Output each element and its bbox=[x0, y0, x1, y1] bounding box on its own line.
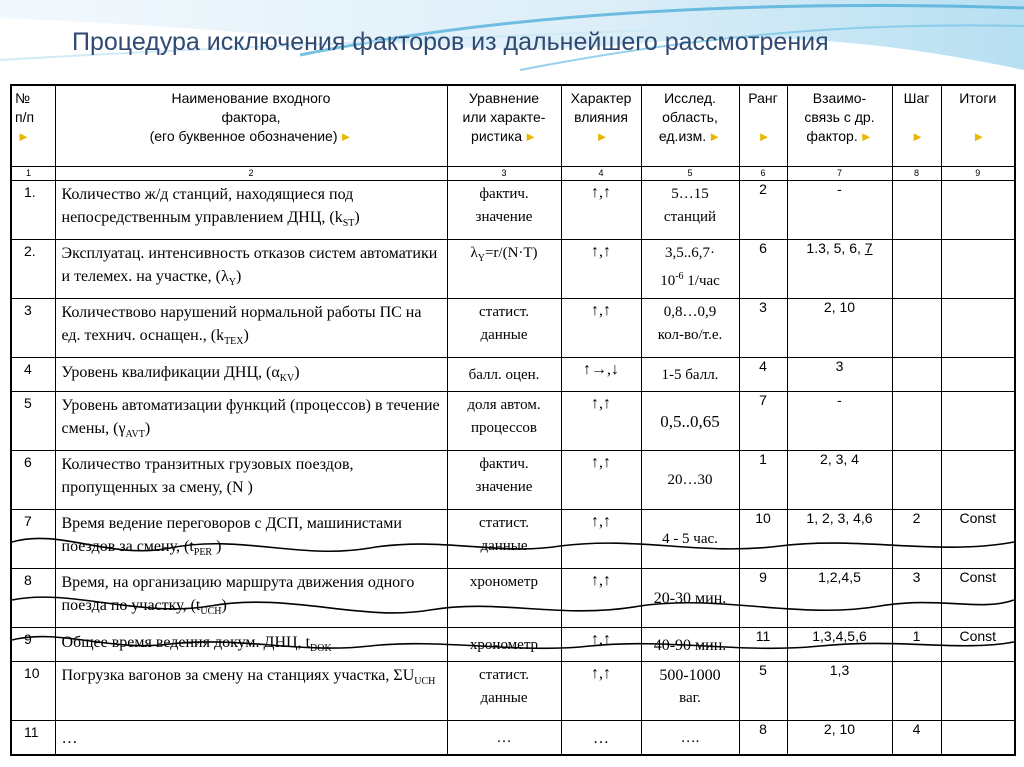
factor-effect: ↑,↑ bbox=[561, 509, 641, 568]
factor-range: …. bbox=[641, 720, 739, 755]
header-equation: Уравнение или характе- ристика ► bbox=[447, 85, 561, 166]
factor-range: 40-90 мин. bbox=[641, 627, 739, 662]
factor-links: 1.3, 5, 6, 7 bbox=[787, 239, 892, 298]
factor-range: 20-30 мин. bbox=[641, 568, 739, 627]
triangle-icon[interactable]: ► bbox=[708, 129, 722, 144]
factor-name: Время ведение переговоров с ДСП, машинистами поездов за смену, ($t_{PER}$ ) bbox=[55, 509, 447, 568]
factor-equation: статист. данные bbox=[447, 662, 561, 721]
factor-links: - bbox=[787, 392, 892, 451]
factor-rank: 3 bbox=[739, 298, 787, 357]
table-row bbox=[11, 298, 1015, 357]
factor-range: 1-5 балл. bbox=[641, 357, 739, 392]
column-number: 2 bbox=[55, 166, 447, 180]
factor-step: 2 bbox=[892, 509, 941, 568]
table-row bbox=[11, 239, 1015, 298]
factor-step bbox=[892, 239, 941, 298]
factor-total bbox=[941, 392, 1015, 451]
factors-table bbox=[10, 84, 1016, 756]
factor-rank: 2 bbox=[739, 180, 787, 239]
factor-step bbox=[892, 450, 941, 509]
triangle-icon[interactable]: ► bbox=[859, 129, 873, 144]
factor-rank: 11 bbox=[739, 627, 787, 662]
factor-name: Уровень автоматизации функций (процессов) в течение смены, $(\gamma_{AVT})$ bbox=[55, 392, 447, 451]
column-number: 7 bbox=[787, 166, 892, 180]
table-row bbox=[11, 509, 1015, 568]
row-number: 6 bbox=[11, 450, 55, 509]
factor-name: Погрузка вагонов за смену на станциях участка, $\Sigma U_{UCH}$ bbox=[55, 662, 447, 721]
header-num: № п/п ► bbox=[11, 85, 55, 166]
row-number: 11 bbox=[11, 720, 55, 755]
factor-effect: ↑,↑ bbox=[561, 662, 641, 721]
factor-links: 3 bbox=[787, 357, 892, 392]
row-number: 4 bbox=[11, 357, 55, 392]
factor-total: Const bbox=[941, 627, 1015, 662]
triangle-icon[interactable]: ► bbox=[17, 129, 30, 144]
triangle-icon[interactable]: ► bbox=[757, 129, 771, 144]
header-name: Наименование входного фактора, (его буквенное обозначение) ► bbox=[55, 85, 447, 166]
table-row bbox=[11, 357, 1015, 392]
factor-effect: ↑,↑ bbox=[561, 239, 641, 298]
factor-equation: $\lambda_Y=r/(N\cdot T)$ bbox=[447, 239, 561, 298]
row-number: 7 bbox=[11, 509, 55, 568]
factor-links: 1, 2, 3, 4,6 bbox=[787, 509, 892, 568]
factor-total bbox=[941, 239, 1015, 298]
factor-effect: ↑,↑ bbox=[561, 450, 641, 509]
header-step: Шаг ► bbox=[892, 85, 941, 166]
table-row bbox=[11, 450, 1015, 509]
column-number: 8 bbox=[892, 166, 941, 180]
factor-step: 4 bbox=[892, 720, 941, 755]
triangle-icon[interactable]: ► bbox=[595, 129, 609, 144]
factor-effect: … bbox=[561, 720, 641, 755]
factor-effect: ↑,↑ bbox=[561, 568, 641, 627]
factor-links: 2, 3, 4 bbox=[787, 450, 892, 509]
factor-range: 0,5..0,65 bbox=[641, 392, 739, 451]
triangle-icon[interactable]: ► bbox=[339, 129, 353, 144]
row-number: 9 bbox=[11, 627, 55, 662]
factor-effect: ↑→,↓ bbox=[561, 357, 641, 392]
factor-equation: статист. данные bbox=[447, 509, 561, 568]
table-row bbox=[11, 627, 1015, 662]
factor-name: Количество транзитных грузовых поездов, пропущенных за смену, (N ) bbox=[55, 450, 447, 509]
table-row bbox=[11, 568, 1015, 627]
factor-range: 3,5..6,7· $10^{-6}$ 1/час bbox=[641, 239, 739, 298]
factor-effect: ↑,↑ bbox=[561, 180, 641, 239]
factor-equation: … bbox=[447, 720, 561, 755]
factor-equation: хронометр bbox=[447, 627, 561, 662]
header-link: Взаимо- связь с др. фактор. ► bbox=[787, 85, 892, 166]
factor-range: 500-1000 ваг. bbox=[641, 662, 739, 721]
slide-title: Процедура исключения факторов из дальнейшего рассмотрения bbox=[72, 28, 829, 56]
column-number: 3 bbox=[447, 166, 561, 180]
triangle-icon[interactable]: ► bbox=[911, 129, 924, 144]
factor-links: 2, 10 bbox=[787, 298, 892, 357]
column-number: 4 bbox=[561, 166, 641, 180]
factor-total bbox=[941, 298, 1015, 357]
factor-links: 1,3,4,5,6 bbox=[787, 627, 892, 662]
column-number: 5 bbox=[641, 166, 739, 180]
factor-effect: ↑,↑ bbox=[561, 298, 641, 357]
row-number: 2. bbox=[11, 239, 55, 298]
factor-total bbox=[941, 450, 1015, 509]
column-number-row bbox=[11, 166, 1015, 180]
factor-links: - bbox=[787, 180, 892, 239]
factor-step bbox=[892, 662, 941, 721]
table-row bbox=[11, 392, 1015, 451]
header-range: Исслед. область, ед.изм. ► bbox=[641, 85, 739, 166]
factor-rank: 10 bbox=[739, 509, 787, 568]
factor-effect: ↑,↑ bbox=[561, 392, 641, 451]
triangle-icon[interactable]: ► bbox=[524, 129, 537, 144]
row-number: 8 bbox=[11, 568, 55, 627]
factor-total bbox=[941, 180, 1015, 239]
factor-effect: ↑,↑ bbox=[561, 627, 641, 662]
factor-step: 3 bbox=[892, 568, 941, 627]
header-rank: Ранг ► bbox=[739, 85, 787, 166]
factor-equation: фактич. значение bbox=[447, 450, 561, 509]
table-row bbox=[11, 720, 1015, 755]
factor-name: Время, на организацию маршрута движения одного поезда по участку, $(t_{UCH})$ bbox=[55, 568, 447, 627]
header-row bbox=[11, 85, 1015, 166]
factor-name: Общее время ведения докум. ДНЦ, $t_{DOK}$ bbox=[55, 627, 447, 662]
factor-rank: 1 bbox=[739, 450, 787, 509]
factor-equation: хронометр bbox=[447, 568, 561, 627]
column-number: 6 bbox=[739, 166, 787, 180]
factor-rank: 9 bbox=[739, 568, 787, 627]
factor-range: 20…30 bbox=[641, 450, 739, 509]
factor-step bbox=[892, 180, 941, 239]
table-row bbox=[11, 180, 1015, 239]
factor-rank: 6 bbox=[739, 239, 787, 298]
factor-equation: фактич. значение bbox=[447, 180, 561, 239]
factor-total: Const bbox=[941, 568, 1015, 627]
header-total: Итоги ► bbox=[941, 85, 1015, 166]
row-number: 10 bbox=[11, 662, 55, 721]
factor-range: 4 - 5 час. bbox=[641, 509, 739, 568]
factor-rank: 8 bbox=[739, 720, 787, 755]
factor-equation: статист. данные bbox=[447, 298, 561, 357]
factor-step bbox=[892, 357, 941, 392]
factor-name: Количество ж/д станций, находящиеся под непосредственным управлением ДНЦ, $(k_{ST})$ bbox=[55, 180, 447, 239]
factor-range: 5…15 станций bbox=[641, 180, 739, 239]
factor-equation: балл. оцен. bbox=[447, 357, 561, 392]
factor-step bbox=[892, 392, 941, 451]
factor-rank: 5 bbox=[739, 662, 787, 721]
row-number: 5 bbox=[11, 392, 55, 451]
factor-total bbox=[941, 357, 1015, 392]
factor-name: Количествово нарушений нормальной работы ПС на ед. технич. оснащен., $(k_{TEX})$ bbox=[55, 298, 447, 357]
factor-total bbox=[941, 720, 1015, 755]
factor-name: Эксплуатац. интенсивность отказов систем автоматики и телемех. на участке, $(\lambda_Y)$ bbox=[55, 239, 447, 298]
factor-links: 2, 10 bbox=[787, 720, 892, 755]
factor-links: 1,3 bbox=[787, 662, 892, 721]
factor-rank: 4 bbox=[739, 357, 787, 392]
factor-total: Const bbox=[941, 509, 1015, 568]
column-number: 1 bbox=[11, 166, 55, 180]
factor-step: 1 bbox=[892, 627, 941, 662]
column-number: 9 bbox=[941, 166, 1015, 180]
table-row bbox=[11, 662, 1015, 721]
factor-total bbox=[941, 662, 1015, 721]
factor-step bbox=[892, 298, 941, 357]
factor-range: 0,8…0,9 кол-во/т.е. bbox=[641, 298, 739, 357]
factor-equation: доля автом. процессов bbox=[447, 392, 561, 451]
header-effect: Характер влияния ► bbox=[561, 85, 641, 166]
factor-name: Уровень квалификации ДНЦ, $(\alpha_{KV})$ bbox=[55, 357, 447, 392]
triangle-icon[interactable]: ► bbox=[972, 129, 986, 144]
row-number: 3 bbox=[11, 298, 55, 357]
factor-rank: 7 bbox=[739, 392, 787, 451]
row-number: 1. bbox=[11, 180, 55, 239]
factor-links: 1,2,4,5 bbox=[787, 568, 892, 627]
factor-name: … bbox=[55, 720, 447, 755]
